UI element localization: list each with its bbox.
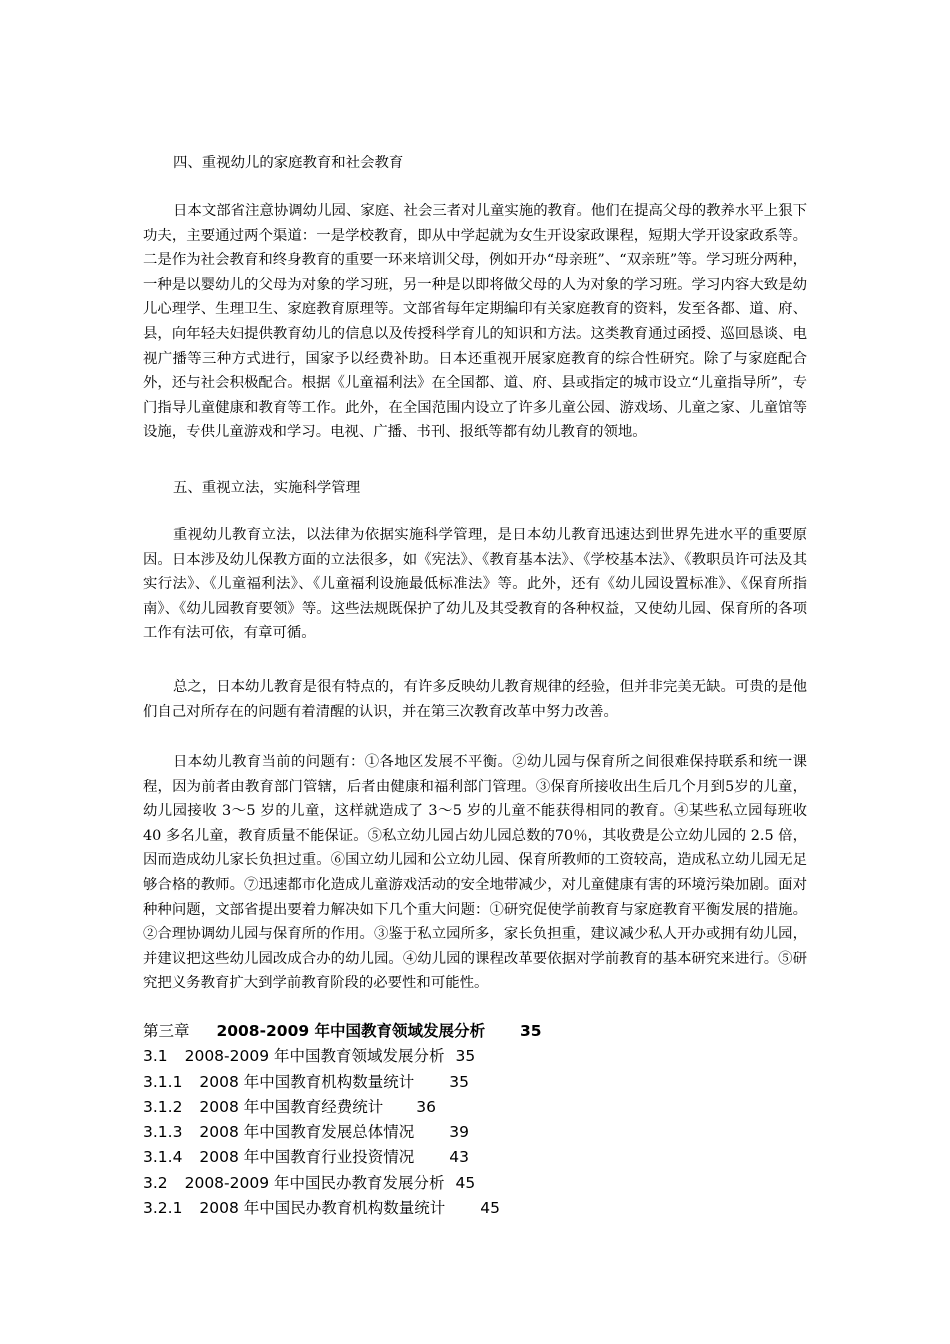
section-4-paragraph: 日本文部省注意协调幼儿园、家庭、社会三者对儿童实施的教育。他们在提高父母的教养水平上狠下功夫，主要通过两个渠道：一是学校教育，即从中学起就为女生开设家政课程，短期大学开设家政系等。二是作为社会教育和终身教育的重要一环来培训父母，例如开办“母亲班”、“双亲班”等。学习班分两种，一种是以婴幼儿的父母为对象的学习班，另一种是以即将做父母的人为对象的学习班。学习内容大致是幼儿心理学、生理卫生、家庭教育原理等。文部省每年定期编印有关家庭教育的资料，发至各都、道、府、县，向年轻夫妇提供教育幼儿的信息以及传授科学育儿的知识和方法。这类教育通过函授、巡回恳谈、电视广播等三种方式进行，国家予以经费补助。日本还重视开展家庭教育的综合性研究。除了与家庭配合外，还与社会积极配合。根据《儿童福利法》在全国都、道、府、县或指定的城市设立“儿童指导所”，专门指导儿童健康和教育等工作。此外，在全国范围内设立了许多儿童公园、游戏场、儿童之家、儿童馆等设施，专供儿童游戏和学习。电视、广播、书刊、报纸等都有幼儿教育的领地。 xyxy=(143,203,807,441)
section-heading-4: 四、重视幼儿的家庭教育和社会教育 xyxy=(173,155,404,171)
toc-entry-page: 39 xyxy=(449,1123,469,1142)
summary-paragraph: 总之，日本幼儿教育是很有特点的，有许多反映幼儿教育规律的经验，但并非完美无缺。可贵的是他们自己对所存在的问题有着清醒的认识，并在第三次教育改革中努力改善。 xyxy=(143,679,807,720)
toc-entry[interactable] xyxy=(143,1196,743,1221)
toc-entry[interactable] xyxy=(143,1145,743,1170)
problems-paragraph: 日本幼儿教育当前的问题有：①各地区发展不平衡。②幼儿园与保育所之间很难保持联系和统一课程，因为前者由教育部门管辖，后者由健康和福利部门管理。③保育所接收出生后几个月到5岁的儿童，幼儿园接收 3～5 岁的儿童，这样就造成了 3～5 岁的儿童不能获得相同的教育。④某些私立园每班收 40 多名儿童，教育质量不能保证。⑤私立幼儿园占幼儿园总数的70％，其收费是公立幼儿园的 2.5 倍，因而造成幼儿家长负担过重。⑥国立幼儿园和公立幼儿园、保育所教师的工资较高，造成私立幼儿园无足够合格的教师。⑦迅速都市化造成儿童游戏活动的安全地带减少，对儿童健康有害的环境污染加剧。面对种种问题，文部省提出要着力解决如下几个重大问题：①研究促使学前教育与家庭教育平衡发展的措施。②合理协调幼儿园与保育所的作用。③鉴于私立园所多，家长负担重，建议减少私人开办或拥有幼儿园，并建议把这些幼儿园改成合办的幼儿园。④幼儿园的课程改革要依据对学前教育的基本研究来进行。⑤研究把义务教育扩大到学前教育阶段的必要性和可能性。 xyxy=(143,754,807,992)
toc-entry-page: 45 xyxy=(455,1173,476,1192)
toc-entry-number: 3.1.2 xyxy=(143,1097,183,1116)
toc-entry-title: 2008 年中国民办教育机构数量统计 xyxy=(199,1199,446,1218)
toc-entry-title: 2008-2009 年中国教育领域发展分析 xyxy=(184,1047,445,1066)
toc-entry[interactable] xyxy=(143,1070,743,1095)
legislation-paragraph: 重视幼儿教育立法，以法律为依据实施科学管理，是日本幼儿教育迅速达到世界先进水平的重要原因。日本涉及幼儿保教方面的立法很多，如《宪法》、《教育基本法》、《学校基本法》、《教职员许可法及其实行法》、《儿童福利法》、《儿童福利设施最低标准法》等。此外，还有《幼儿园设置标准》、《保育所指南》、《幼儿园教育要领》等。这些法规既保护了幼儿及其受教育的各种权益，又使幼儿园、保育所的各项工作有法可依，有章可循。 xyxy=(143,527,807,642)
section-heading-5: 五、重视立法，实施科学管理 xyxy=(173,480,361,496)
toc-entry[interactable] xyxy=(143,1120,743,1145)
toc-entry-page: 45 xyxy=(480,1199,500,1218)
table-of-contents xyxy=(143,1019,743,1221)
toc-entry-number: 3.1.1 xyxy=(143,1072,183,1091)
toc-entry-page: 43 xyxy=(449,1148,469,1167)
toc-entry-title: 2008-2009 年中国民办教育发展分析 xyxy=(184,1173,445,1192)
toc-entry-page: 36 xyxy=(416,1097,436,1116)
toc-chapter-number: 第三章 xyxy=(143,1022,190,1040)
toc-entry[interactable] xyxy=(143,1095,743,1120)
toc-entry-title: 2008 年中国教育机构数量统计 xyxy=(199,1072,415,1091)
toc-entry-title: 2008 年中国教育发展总体情况 xyxy=(199,1123,415,1142)
toc-entry-title: 2008 年中国教育经费统计 xyxy=(199,1097,384,1116)
toc-entry-page: 35 xyxy=(455,1047,476,1066)
toc-entry-page: 35 xyxy=(449,1072,469,1091)
toc-entry-number: 3.1.3 xyxy=(143,1123,183,1142)
toc-entry-number: 3.2.1 xyxy=(143,1199,183,1218)
toc-entry[interactable] xyxy=(143,1171,743,1196)
toc-entry-number: 3.1 xyxy=(143,1047,168,1066)
toc-entry-number: 3.2 xyxy=(143,1173,168,1192)
toc-entry-title: 2008 年中国教育行业投资情况 xyxy=(199,1148,415,1167)
toc-entry[interactable] xyxy=(143,1044,743,1069)
toc-entry-number: 3.1.4 xyxy=(143,1148,183,1167)
toc-chapter-title: 2008-2009 年中国教育领域发展分析 xyxy=(216,1022,486,1040)
toc-chapter-row[interactable] xyxy=(143,1019,743,1044)
toc-chapter-page: 35 xyxy=(520,1022,542,1040)
